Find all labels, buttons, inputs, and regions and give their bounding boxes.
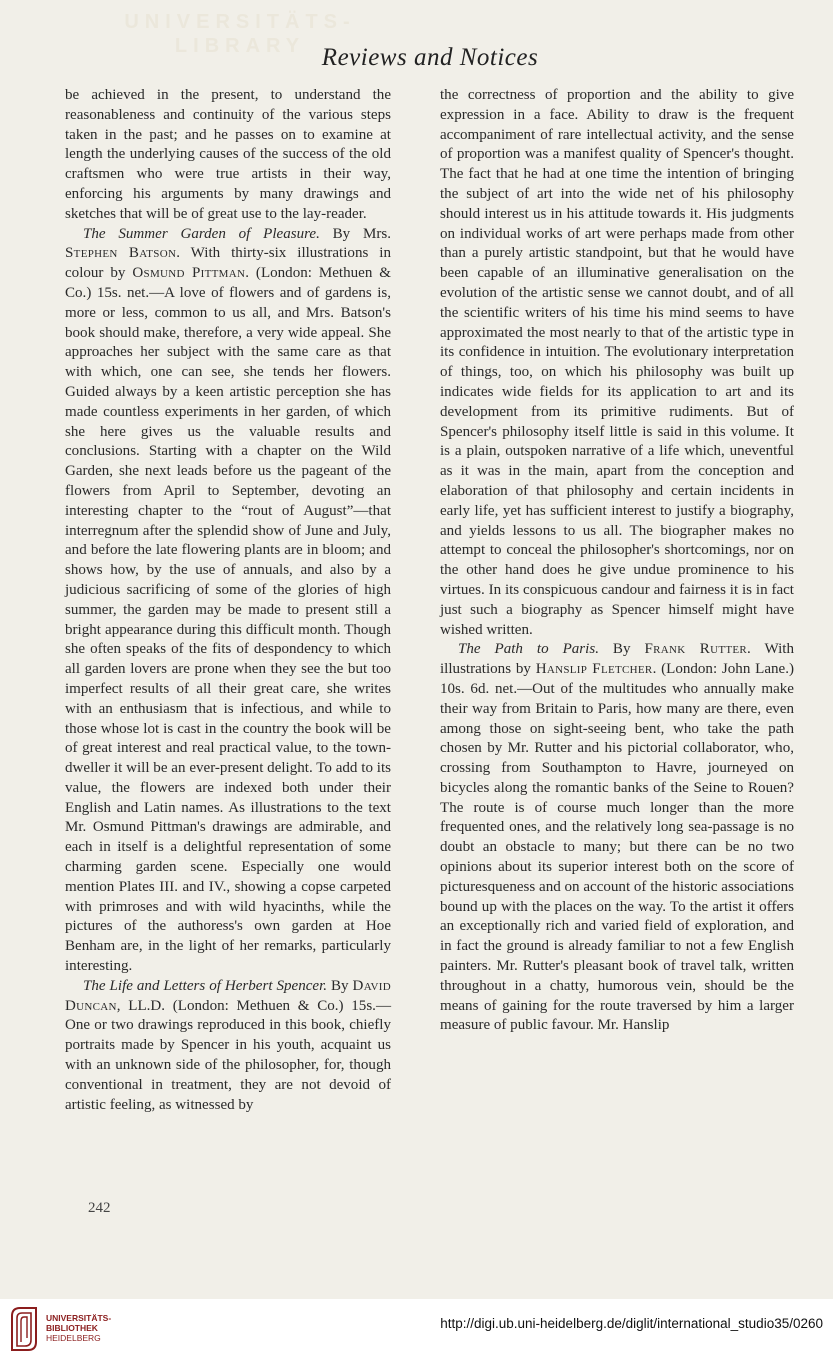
text-mid: . With illustrations by: [440, 641, 794, 678]
page-number: 242: [88, 1200, 111, 1216]
library-line-1: UNIVERSITÄTS-: [46, 1313, 112, 1323]
book-title: The Path to Paris.: [458, 641, 599, 658]
source-url-link[interactable]: http://digi.ub.uni-heidelberg.de/diglit/international_studio35/0260: [440, 1316, 823, 1331]
review-body: . (London: Methuen & Co.) 15s. net.—A love of flowers and of gardens is, more or less, common to us all, and Mrs. Batson's book should make, therefore, a very wide appeal. She approaches her subject with the same care as that with which, one can see, she tends her flowers. Guided always by a keen artistic perception she has made countless experiments in her garden, of which she here gives us the valuable results and conclusions. Starting with a chapter on the Wild Garden, she next leads before us the pageant of the flowers from April to September, devoting an interesting chapter to the “rout of August”—that interregnum after the splendid show of June and July, and before the late flowering plants are in bloom; and shows how, by the use of annuals, and also by a judicious sacrificing of some of the glories of high summer, the garden may be made to present still a bright appearance during this difficult month. Though she often speaks of the fits of despondency to which all garden lovers are prone when they see the but too imperfect results of all their great care, she writes with an enthusiasm that is infectious, and while to those whose lot is cast in the country the book will be of great interest and real practical value, to the town-dweller it will be an ever-present delight. To add to its value, the flowers are indexed both under their English and Latin names. As illustrations to the text Mr. Osmund Pittman's drawings are admirable, and each in itself is a delightful representation of some charming garden scene. Especially one would mention Plates III. and IV., showing a copse carpeted with primroses and with wild hyacinths, while the pictures of the authoress's own garden at Hoe Benham are, in the light of her remarks, particularly interesting.: [65, 265, 391, 975]
author-name: Stephen Batson: [65, 245, 177, 262]
library-watermark: UNIVERSITÄTS- LIBRARY: [124, 11, 356, 57]
left-column: [65, 86, 391, 1115]
review-path-to-paris: [440, 640, 794, 1036]
text-by: By: [598, 641, 645, 658]
author-name: David Duncan: [65, 977, 391, 1014]
illustrator-name: Osmund Pittman: [132, 265, 246, 282]
library-line-2: BIBLIOTHEK: [46, 1323, 98, 1333]
paragraph-continuation: the correctness of proportion and the ability to give expression in a face. Ability to draw is the frequent accompaniment of rare intellectual activity, and the sense of proportion was a manifest quality of Spencer's thought. The fact that he had at one time the intention of bringing the subject of art into the wide net of his philosophy should interest us in his attitude towards it. His judgments on individual works of art were perhaps made from other than a purely artistic standpoint, but that he would have been capable of an illuminative generalisation on the evolution of the artistic sense we cannot doubt, and of all the scientific writers of his time his mind seems to have approximated the most nearly to that of the artistic type in its confidence in intuition. The evolutionary interpretation of things, too, on which his philosophy was built up indicates wide fields for its application to art and its development from its primitive rudiments. But of Spencer's philosophy itself little is said in this volume. It is a plain, outspoken narrative of a life which, uneventful as it was in the main, apart from the conception and elaboration of that philosophy and certain incidents in early life, yet has sufficient interest to justify a biography, and yields lessons to us all. The biographer makes no attempt to conceal the philosopher's shortcomings, nor on the other hand does he give undue prominence to his virtues. In its conspicuous candour and fairness it is in fact just such a biography as Spencer himself might have wished written.: [440, 87, 794, 638]
review-body: . (London: John Lane.) 10s. 6d. net.—Out of the multitudes who annually make their way from Britain to Paris, how many are there, even among those on sight-seeing bent, who take the path chosen by Mr. Rutter and his pictorial collaborator, who, crossing from Southampton to Havre, journeyed on bicycles along the romantic banks of the Seine to Rouen? The route is of course much longer than the more frequented ones, and the relatively long sea-passage is no doubt an obstacle to many; but there can be no two opinions about its superior interest both on the score of picturesqueness and on account of the historic associations bound up with the places on the way. To the artist it offers an exceptionally rich and varied field of exploration, and in fact the ground is already familiar to not a few English painters. Mr. Rutter's pleasant book of travel talk, written throughout in a chatty, humorous vein, should be the means of gaining for the route traversed by him a larger measure of public favour. Mr. Hanslip: [440, 661, 795, 1034]
paragraph-continuation: be achieved in the present, to understand the reasonableness and continuity of the various steps taken in the past; and he passes on to examine at length the underlying causes of the success of the old craftsmen who were true artists in their way, enforcing his arguments by many drawings and sketches that will be of great use to the lay-reader.: [65, 87, 391, 222]
text-by: By Mrs.: [319, 225, 391, 242]
library-line-3: HEIDELBERG: [46, 1333, 101, 1343]
running-head: Reviews and Notices: [321, 44, 539, 71]
book-title: The Summer Garden of Pleasure.: [83, 225, 320, 242]
review-herbert-spencer: [65, 977, 391, 1116]
review-summer-garden: [65, 225, 391, 977]
review-body: , LL.D. (London: Methuen & Co.) 15s.—One or two drawings reproduced in this book, chiefly portraits made by Spencer in his youth, acquaint us with an unknown side of the philosopher, for, though conventional in treatment, they are not devoid of artistic feeling, as witnessed by: [65, 997, 391, 1113]
library-name: [46, 1313, 111, 1343]
text-by: By: [327, 977, 353, 994]
book-title: The Life and Letters of Herbert Spencer.: [83, 977, 328, 994]
author-name: Frank Rutter: [644, 641, 748, 658]
illustrator-name: Hanslip Fletcher: [535, 661, 653, 678]
right-column: [440, 86, 794, 1036]
text-mid: . With thirty-six illustrations in colour by: [65, 245, 392, 282]
library-logo-icon: [8, 1306, 40, 1351]
